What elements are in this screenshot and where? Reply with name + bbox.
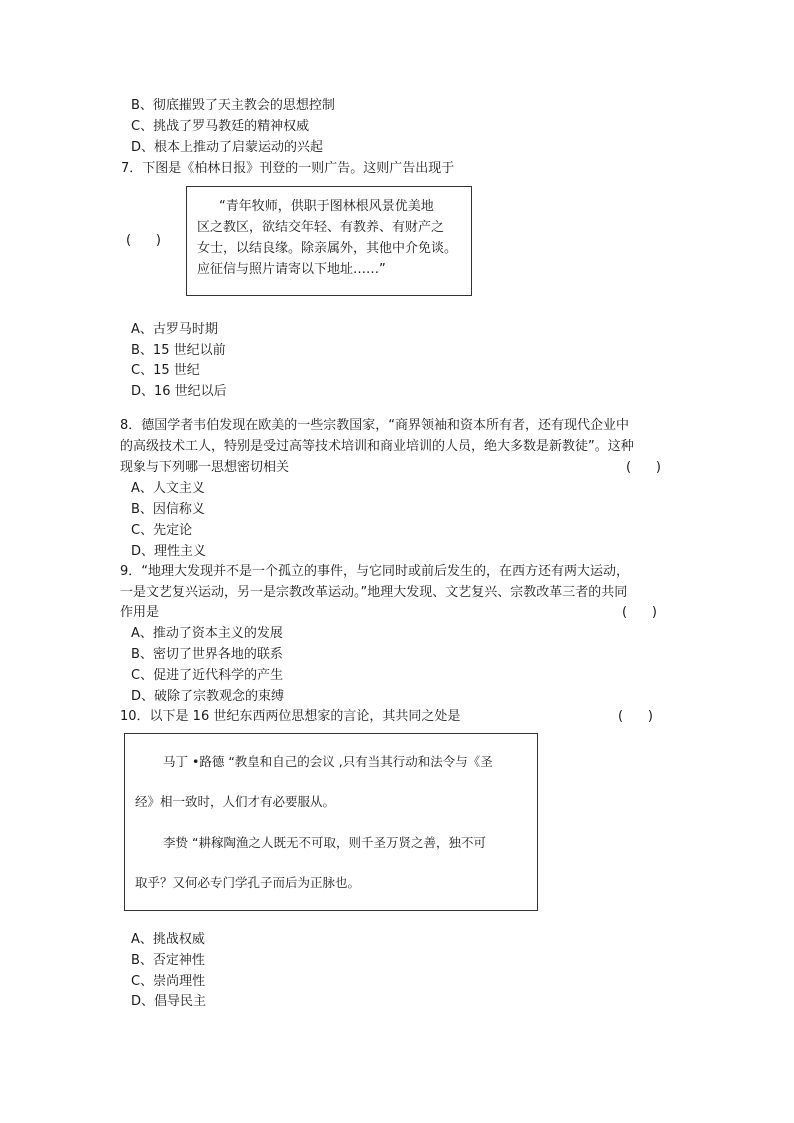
q10-option-c: C、崇尚理性 <box>131 974 206 989</box>
q7-stem: 7．下图是《柏林日报》刊登的一则广告。这则广告出现于 <box>121 161 455 176</box>
q7-ad-line: 女士，以结良缘。除亲属外，其他中介免谈。 <box>197 241 458 256</box>
q9-stem-line: 作用是 <box>120 605 160 620</box>
q7-option-d: D、16 世纪以后 <box>131 384 227 399</box>
q9-option-a: A、推动了资本主义的发展 <box>131 626 283 641</box>
q9-option-b: B、密切了世界各地的联系 <box>131 647 283 662</box>
q10-quote-box <box>124 733 538 911</box>
q8-option-a: A、人文主义 <box>131 481 205 496</box>
q6-option-b: B、彻底摧毁了天主教会的思想控制 <box>131 98 335 113</box>
q7-option-c: C、15 世纪 <box>131 363 200 378</box>
q8-option-b: B、因信称义 <box>131 502 205 517</box>
q7-ad-line: 应征信与照片请寄以下地址……” <box>197 262 386 277</box>
q7-ad-box <box>186 186 472 296</box>
q7-ad-line: 区之教区，欲结交年轻、有教养、有财产之 <box>197 220 445 235</box>
q10-option-b: B、否定神性 <box>131 953 205 968</box>
q9-option-c: C、促进了近代科学的产生 <box>131 668 284 683</box>
q10-option-a: A、挑战权威 <box>131 932 205 947</box>
q7-option-a: A、古罗马时期 <box>131 322 218 337</box>
q8-option-d: D、理性主义 <box>131 544 207 559</box>
q7-option-b: B、15 世纪以前 <box>131 343 226 358</box>
q10-option-d: D、倡导民主 <box>131 994 207 1009</box>
q9-option-d: D、破除了宗教观念的束缚 <box>131 689 285 704</box>
q10-quote-line: 经》相一致时，人们才有必要服从。 <box>135 794 336 809</box>
q9-stem-line: 9．“地理大发现并不是一个孤立的事件，与它同时或前后发生的，在西方还有两大运动， <box>120 564 630 579</box>
q7-answer-paren: ( ) <box>126 233 161 248</box>
q10-quote-line: 李贽 “耕稼陶渔之人既无不可取，则千圣万贤之善，独不可 <box>163 835 486 850</box>
q6-option-c: C、挑战了罗马教廷的精神权威 <box>131 119 310 134</box>
q8-stem-line: 的高级技术工人，特别是受过高等技术培训和商业培训的人员，绝大多数是新教徒”。这种 <box>120 439 634 454</box>
q8-option-c: C、先定论 <box>131 523 193 538</box>
q10-quote-line: 取乎？又何必专门学孔子而后为正脉也。 <box>135 875 361 890</box>
q10-answer-paren: ( ) <box>618 709 653 724</box>
q9-stem-line: 一是文艺复兴运动，另一是宗教改革运动。”地理大发现、文艺复兴、宗教改革三者的共同 <box>120 585 628 600</box>
q10-stem: 10．以下是 16 世纪东西两位思想家的言论，其共同之处是 <box>120 709 461 724</box>
q7-ad-line: “青年牧师，供职于图林根风景优美地 <box>219 199 434 214</box>
q8-stem-line: 现象与下列哪一思想密切相关 <box>120 460 290 475</box>
q8-stem-line: 8．德国学者韦伯发现在欧美的一些宗教国家，“商界领袖和资本所有者，还有现代企业中 <box>120 418 630 433</box>
q9-answer-paren: ( ) <box>622 605 657 620</box>
q8-answer-paren: ( ) <box>626 460 661 475</box>
q10-quote-line: 马丁 •路德 “教皇和自己的会议 ,只有当其行动和法令与《圣 <box>163 754 493 769</box>
q6-option-d: D、根本上推动了启蒙运动的兴起 <box>131 140 324 155</box>
